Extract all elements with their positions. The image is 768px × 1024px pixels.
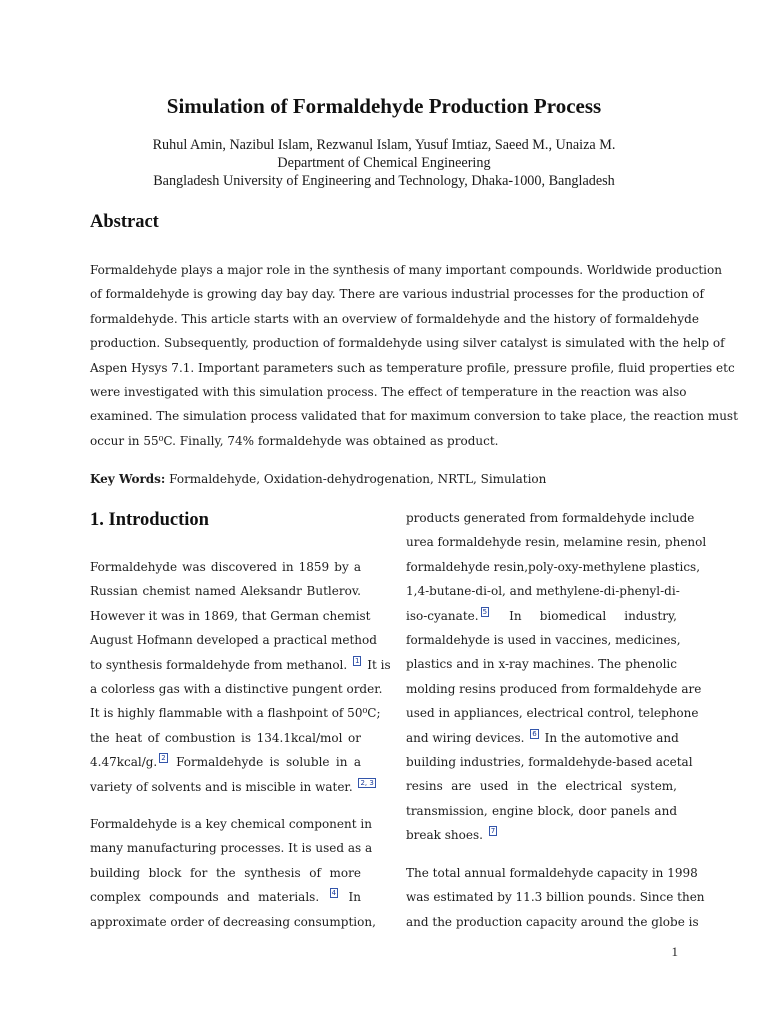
paragraph-line: resins are used in the electrical system,	[406, 779, 677, 794]
reference-link[interactable]: 6	[532, 729, 537, 738]
paragraph-line: Formaldehyde is a key chemical component in	[90, 817, 372, 831]
author-list: Ruhul Amin, Nazibul Islam, Rezwanul Islam, Yusuf Imtiaz, Saeed M., Unaiza M.	[152, 137, 616, 153]
reference-link[interactable]: 1	[355, 656, 360, 665]
paragraph-line: was estimated by 11.3 billion pounds. Since then	[406, 890, 705, 905]
intro-left-paragraph-1	[90, 555, 391, 799]
paragraph-line: and wiring devices. 6 In the automotive and	[406, 729, 679, 745]
paper-title: Simulation of Formaldehyde Production Process	[166, 94, 602, 118]
paragraph-line: formaldehyde resin,poly-oxy-methylene plastics,	[406, 559, 701, 574]
paragraph-line: used in appliances, electrical control, telephone	[406, 706, 699, 721]
abstract-line: formaldehyde. This article starts with an overview of formaldehyde and the history of formaldehyde	[90, 311, 699, 326]
abstract-line: Formaldehyde plays a major role in the synthesis of many important compounds. Worldwide production	[90, 263, 722, 277]
paragraph-line: molding resins produced from formaldehyde are	[406, 681, 702, 696]
paragraph-line: 4.47kcal/g. 2 Formaldehyde is soluble in a	[90, 754, 361, 770]
reference-link[interactable]: 5	[482, 607, 488, 616]
paragraph-line: building industries, formaldehyde-based acetal	[406, 754, 693, 769]
abstract-heading: Abstract	[90, 212, 159, 232]
abstract-line: of formaldehyde is growing day bay day. There are various industrial processes for the production of	[90, 287, 704, 302]
keywords	[90, 467, 690, 491]
paragraph-line: the heat of combustion is 134.1kcal/mol or	[90, 730, 361, 745]
intro-right-paragraph-1	[406, 506, 707, 847]
abstract-line: occur in 55⁰C. Finally, 74% formaldehyde was obtained as product.	[90, 433, 499, 448]
paragraph-line: Russian chemist named Aleksandr Butlerov.	[90, 584, 361, 599]
university: Bangladesh University of Engineering and Technology, Dhaka-1000, Bangladesh	[153, 173, 615, 189]
paragraph-line: transmission, engine block, door panels and	[406, 803, 677, 818]
keywords-label: Key Words:	[90, 472, 166, 486]
paragraph-line: many manufacturing processes. It is used as a	[90, 841, 373, 856]
intro-left-paragraph-2	[90, 812, 376, 934]
paragraph-line: to synthesis formaldehyde from methanol. 1 It is	[90, 656, 391, 672]
reference-link[interactable]: 7	[490, 827, 496, 836]
paragraph-line: products generated from formaldehyde include	[406, 511, 695, 525]
paragraph-line: 1,4-butane-di-ol, and methylene-di-phenyl-di-	[406, 584, 680, 599]
paragraph-line: plastics and in x-ray machines. The phenolic	[406, 657, 677, 672]
paragraph-line: variety of solvents and is miscible in water. 2, 3	[90, 778, 374, 794]
reference-link[interactable]: 2, 3	[360, 778, 374, 787]
department: Department of Chemical Engineering	[277, 155, 491, 171]
paragraph-line: August Hofmann developed a practical method	[90, 633, 377, 648]
paragraph-line: complex compounds and materials. 4 In	[90, 889, 361, 905]
paragraph-line: Formaldehyde was discovered in 1859 by a	[90, 560, 361, 574]
paragraph-line: However it was in 1869, that German chemist	[90, 608, 371, 623]
abstract-line: production. Subsequently, production of formaldehyde using silver catalyst is simulated with the help of	[90, 336, 725, 351]
paragraph-line: a colorless gas with a distinctive pungent order.	[90, 681, 383, 696]
paragraph-line: urea formaldehyde resin, melamine resin, phenol	[406, 535, 707, 550]
paragraph-line: break shoes. 7	[406, 827, 496, 843]
keywords-text: Formaldehyde, Oxidation-dehydrogenation, NRTL, Simulation	[165, 472, 547, 486]
abstract-body	[90, 258, 738, 453]
reference-link[interactable]: 2	[161, 754, 166, 763]
reference-link[interactable]: 4	[331, 889, 337, 898]
introduction-heading: 1. Introduction	[90, 510, 209, 530]
paragraph-line: building block for the synthesis of more	[90, 865, 361, 880]
abstract-line: Aspen Hysys 7.1. Important parameters such as temperature profile, pressure profile, fluid properties etc	[90, 360, 735, 375]
paragraph-line: The total annual formaldehyde capacity in 1998	[406, 866, 698, 880]
paragraph-line: and the production capacity around the globe is	[406, 914, 699, 929]
intro-right-paragraph-2	[406, 861, 705, 934]
paragraph-line: iso-cyanate. 5 In biomedical industry,	[406, 607, 677, 623]
paragraph-line: approximate order of decreasing consumption,	[90, 914, 376, 929]
paragraph-line: It is highly flammable with a flashpoint of 50⁰C;	[90, 706, 381, 721]
abstract-line: examined. The simulation process validated that for maximum conversion to take place, the reaction must	[90, 409, 738, 424]
paragraph-line: formaldehyde is used in vaccines, medicines,	[406, 632, 681, 647]
page-number: 1	[671, 944, 678, 959]
abstract-line: were investigated with this simulation process. The effect of temperature in the reaction was also	[90, 384, 687, 399]
